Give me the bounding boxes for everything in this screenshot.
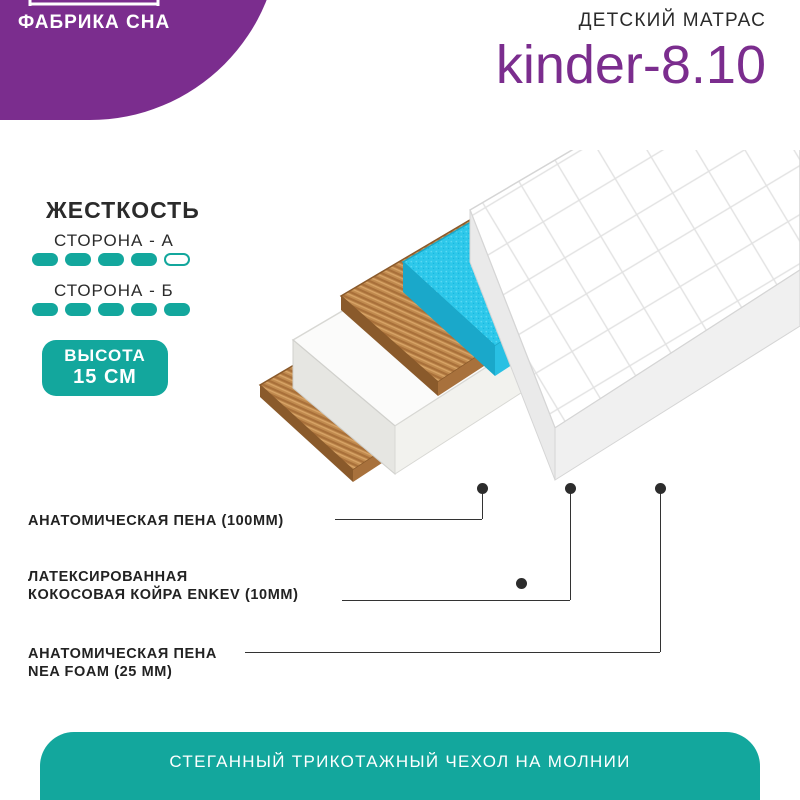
callout-coir-line2: КОКОСОВАЯ КОЙРА ENKEV (10ММ) (28, 587, 299, 604)
height-badge (42, 340, 168, 396)
firmness-side-b-label: СТОРОНА - Б (54, 281, 174, 300)
firmness-dot (32, 303, 58, 316)
firmness-side-a-dots (32, 253, 190, 266)
callout-foam-100-text: АНАТОМИЧЕСКАЯ ПЕНА (100ММ) (28, 513, 284, 529)
callout-foam-100 (28, 512, 284, 530)
callout-nea-foam-line1: АНАТОМИЧЕСКАЯ ПЕНА (28, 646, 217, 662)
firmness-dot (65, 253, 91, 266)
firmness-dot-empty (164, 253, 190, 266)
height-label: ВЫСОТА (64, 346, 146, 365)
firmness-dot (32, 253, 58, 266)
firmness-dot (98, 253, 124, 266)
callout-coir-line1: ЛАТЕКСИРОВАННАЯ (28, 569, 188, 585)
leader-dot-nea-foam (655, 483, 666, 494)
leader-line-foam-100 (335, 519, 482, 520)
firmness-dot (98, 303, 124, 316)
callout-coir (28, 568, 299, 604)
header-subtitle: ДЕТСКИЙ МАТРАС (578, 10, 766, 31)
firmness-side-b-dots (32, 303, 190, 316)
leader-dot-coir-sheet (516, 578, 527, 589)
leader-line-nea-foam (245, 652, 660, 653)
callout-nea-foam-line2: NEA FOAM (25 ММ) (28, 664, 173, 681)
leader-line-nea-foam-vertical (660, 489, 661, 652)
firmness-dot (164, 303, 190, 316)
pillows-logo-icon (24, 0, 164, 10)
firmness-dot (131, 253, 157, 266)
leader-dot-foam-100 (477, 483, 488, 494)
callout-nea-foam (28, 645, 217, 681)
leader-dot-coir (565, 483, 576, 494)
footer-banner (40, 732, 760, 800)
firmness-dot (65, 303, 91, 316)
leader-line-coir (342, 600, 570, 601)
layer-quilted-cover (470, 150, 800, 480)
page-title: kinder-8.10 (495, 35, 766, 95)
leader-line-coir-vertical (570, 489, 571, 600)
firmness-dot (131, 303, 157, 316)
footer-text: СТЕГАННЫЙ ТРИКОТАЖНЫЙ ЧЕХОЛ НА МОЛНИИ (169, 752, 631, 771)
firmness-side-a-label: СТОРОНА - А (54, 231, 174, 250)
logo-text: ФАБРИКА СНА (18, 12, 171, 33)
height-value: 15 СМ (73, 365, 137, 388)
logo-badge (0, 0, 280, 120)
logo (18, 12, 208, 106)
firmness-title: ЖЕСТКОСТЬ (46, 197, 200, 223)
